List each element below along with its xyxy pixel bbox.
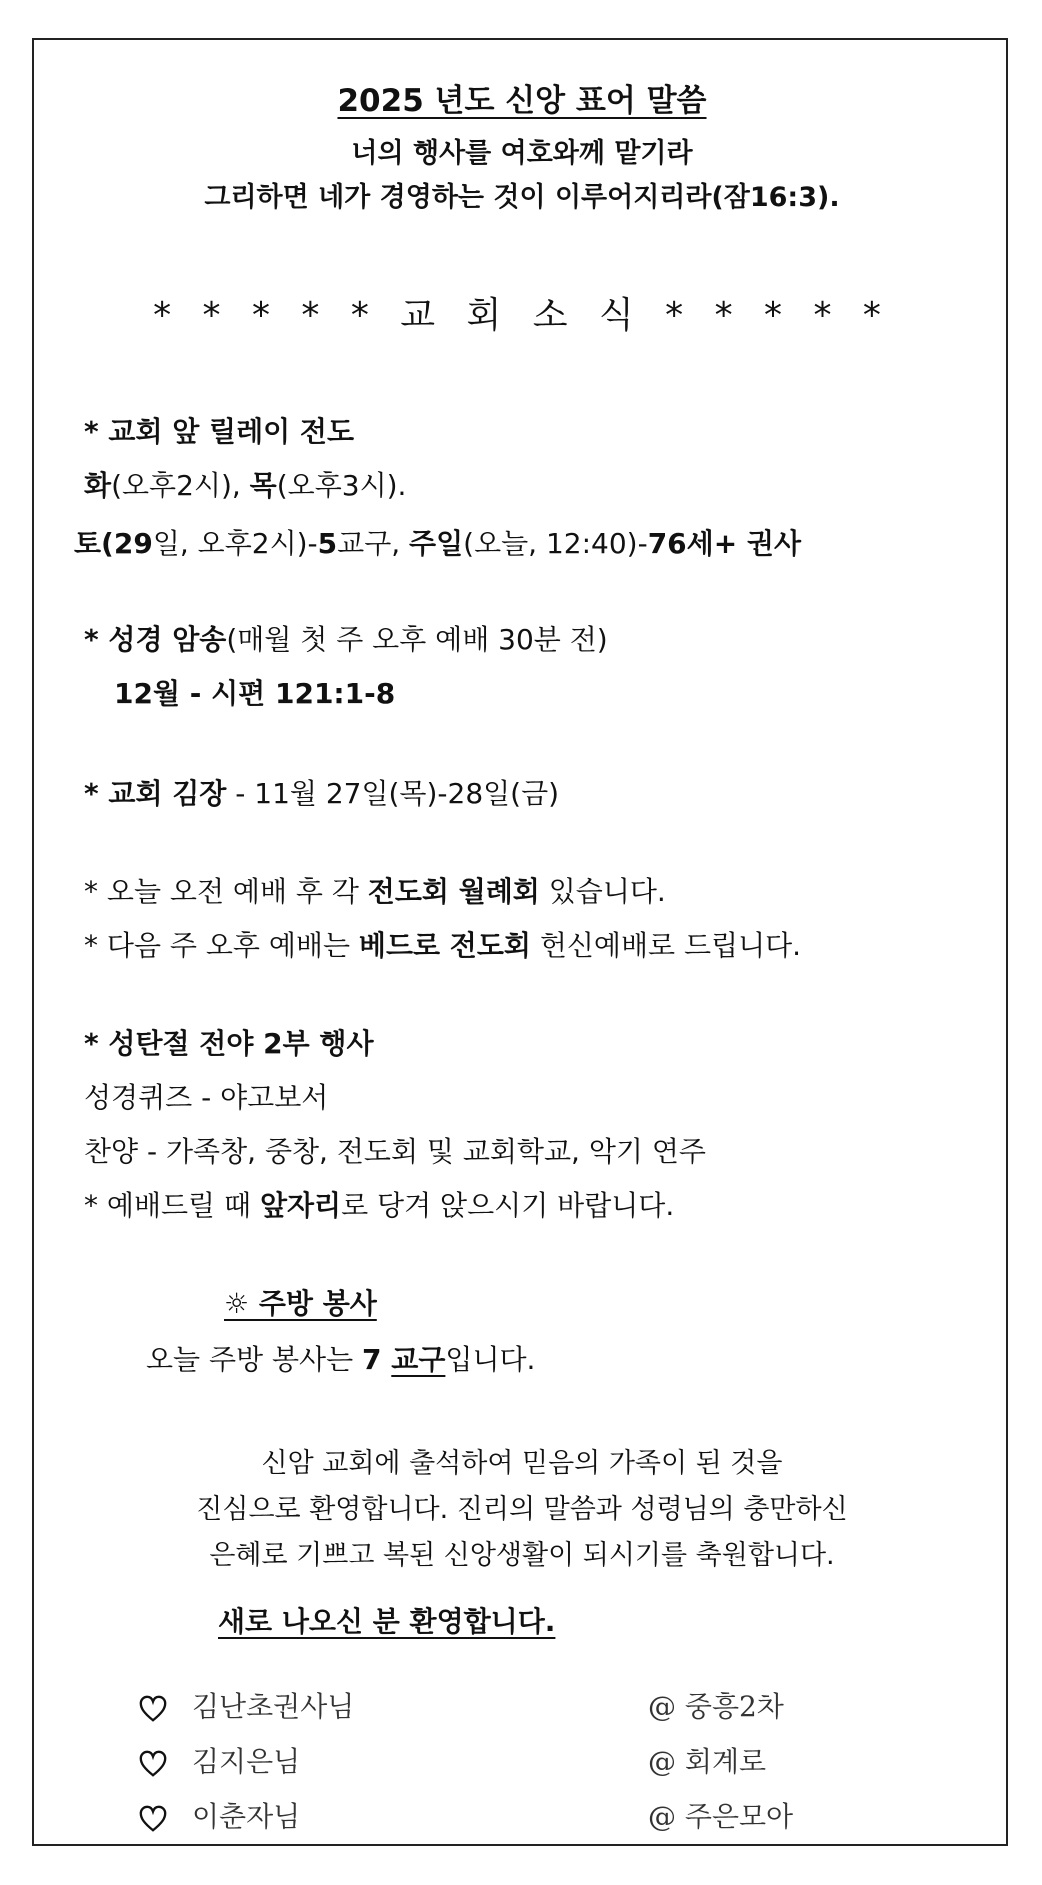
motto-title: 2025 년도 신앙 표어 말씀 [337, 83, 707, 119]
relay-evangelism-heading: * 교회 앞 릴레이 전도 [84, 415, 355, 448]
memorization-heading: * 성경 암송(매월 첫 주 오후 예배 30분 전) [84, 623, 608, 656]
newcomer-name-1: 김난초권사님 [138, 1693, 354, 1724]
relay-schedule-weekend: 토(29일, 오후2시)-5교구, 주일(오늘, 12:40)-76세+ 권사 [74, 527, 802, 560]
christmas-praise: 찬양 - 가족창, 중창, 전도회 및 교회학교, 악기 연주 [84, 1135, 706, 1168]
newcomer-welcome-heading: 새로 나오신 분 환영합니다. [218, 1605, 556, 1638]
kitchen-service-heading: ☼ 주방 봉사 [224, 1287, 377, 1320]
front-seat-notice: * 예배드릴 때 앞자리로 당겨 앉으시기 바랍니다. [84, 1189, 675, 1222]
newcomer-place-3: @ 주은모아 [648, 1800, 794, 1833]
memorization-passage: 12월 - 시편 121:1-8 [114, 677, 396, 710]
heart-icon [138, 1694, 168, 1724]
newcomer-place-2: @ 회계로 [648, 1745, 767, 1778]
welcome-line2: 진심으로 환영합니다. 진리의 말씀과 성령님의 충만하신 [196, 1494, 848, 1525]
motto-verse-line2: 그리하면 네가 경영하는 것이 이루어지리라(잠16:3). [204, 182, 840, 213]
newcomer-place-1: @ 중흥2차 [648, 1690, 784, 1723]
heart-icon [138, 1804, 168, 1834]
welcome-line1: 신암 교회에 출석하여 믿음의 가족이 된 것을 [261, 1448, 783, 1479]
newcomer-name-2: 김지은님 [138, 1748, 300, 1779]
newcomer-name-3: 이춘자님 [138, 1803, 300, 1834]
welcome-line3: 은혜로 기쁘고 복된 신앙생활이 되시기를 축원합니다. [209, 1540, 835, 1571]
relay-schedule-weekdays: 화(오후2시), 목(오후3시). [84, 469, 407, 502]
notice-monthly-meeting: * 오늘 오전 예배 후 각 전도회 월례회 있습니다. [84, 875, 666, 908]
church-news-heading: * * * * * 교 회 소 식 * * * * * [153, 295, 891, 336]
notice-dedication-service: * 다음 주 오후 예배는 베드로 전도회 헌신예배로 드립니다. [84, 929, 802, 962]
motto-verse-line1: 너의 행사를 여호와께 맡기라 [351, 138, 693, 169]
kitchen-service-detail: 오늘 주방 봉사는 7 교구입니다. [146, 1343, 536, 1376]
heart-icon [138, 1749, 168, 1779]
christmas-quiz: 성경퀴즈 - 야고보서 [84, 1081, 329, 1114]
christmas-eve-heading: * 성탄절 전야 2부 행사 [84, 1027, 374, 1060]
kimjang-notice: * 교회 김장 - 11월 27일(목)-28일(금) [84, 777, 560, 810]
bulletin-frame [32, 38, 1008, 1846]
